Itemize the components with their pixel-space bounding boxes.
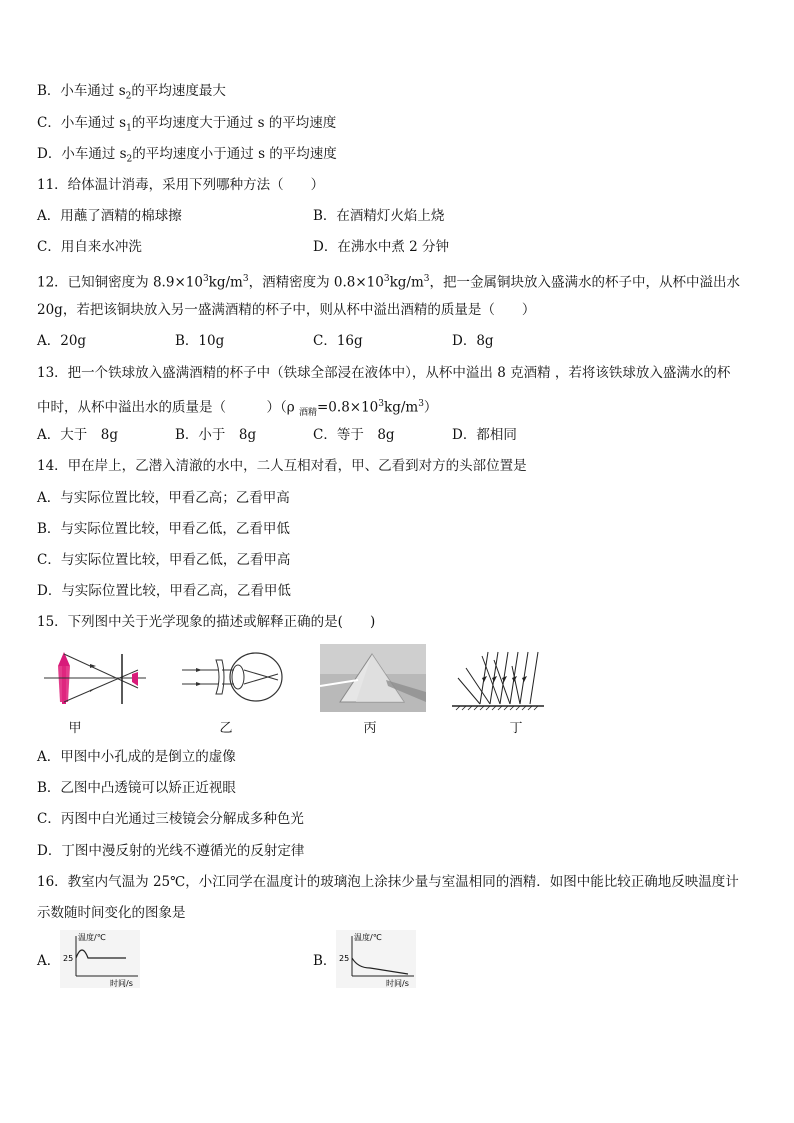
graph-a-ylabel: 温度/℃ (78, 933, 106, 942)
q15-option-d: D．丁图中漫反射的光线不遵循光的反射定律 (37, 843, 305, 859)
q14-stem: 14．甲在岸上，乙潜入清澈的水中，二人互相对看，甲、乙看到对方的头部位置是 (37, 458, 527, 474)
q12-stem-line1: 12．已知铜密度为 $8.9\times 10^3kg/m^3$，酒精密度为 $0.8\times 10^3kg/m^3$，把一金属铜块放入盛满水的杯子中，从杯中溢出水 (37, 274, 740, 291)
q16-stem-line1: 16．教室内气温为 25℃，小江同学在温度计的玻璃泡上涂抹少量与室温相同的酒精．如图中能比较正确地反映温度计 (37, 874, 739, 890)
q15-option-b: B．乙图中凸透镜可以矫正近视眼 (37, 780, 236, 796)
graph-a-tick: 25 (63, 954, 74, 963)
graph-b-ylabel: 温度/℃ (354, 933, 382, 942)
caption-ding: 丁 (509, 721, 523, 736)
pinhole-figure (40, 644, 150, 712)
q15-option-c: C．丙图中白光通过三棱镜会分解成多种色光 (37, 811, 304, 827)
graph-b-xlabel: 时间/s (386, 979, 409, 988)
q10-option-d: D．小车通过 $s_2$的平均速度小于通过 s 的平均速度 (37, 146, 337, 165)
q15-stem: 15．下列图中关于光学现象的描述或解释正确的是( ) (37, 614, 376, 630)
q13-option-b: B．小于 8g (175, 427, 257, 443)
caption-jia: 甲 (68, 721, 82, 736)
q14-option-a: A．与实际位置比较，甲看乙高；乙看甲高 (37, 490, 290, 506)
q14-option-b: B．与实际位置比较，甲看乙低，乙看甲低 (37, 521, 290, 537)
q12-option-b: B．10g (175, 333, 225, 349)
q11-option-a: A．用蘸了酒精的棉球擦 (37, 208, 182, 224)
q11-option-d: D．在沸水中煮 2 分钟 (313, 239, 449, 255)
q16-graph-b (336, 930, 416, 988)
q16-graph-a (60, 930, 140, 988)
q10-option-c: C．小车通过 $s_1$的平均速度大于通过 s 的平均速度 (37, 115, 337, 134)
q13-stem-line1: 13．把一个铁球放入盛满酒精的杯子中（铁球全部浸在液体中），从杯中溢出 8 克酒精 ，若将该铁球放入盛满水的杯 (37, 365, 731, 381)
q14-option-c: C．与实际位置比较，甲看乙低，乙看甲高 (37, 552, 291, 568)
caption-bing: 丙 (363, 721, 377, 736)
q12-option-a: A．20g (37, 333, 87, 349)
q11-option-c: C．用自来水冲洗 (37, 239, 142, 255)
lens (216, 660, 224, 694)
q13-option-d: D．都相同 (452, 427, 517, 443)
graph-a-xlabel: 时间/s (110, 979, 133, 988)
q10-option-b: B．小车通过 $s_2$的平均速度最大 (37, 83, 226, 102)
q12-option-d: D．8g (452, 333, 494, 349)
q15-option-a: A．甲图中小孔成的是倒立的虚像 (37, 749, 236, 765)
q12-stem-line2: 20g，若把该铜块放入另一盛满酒精的杯子中，则从杯中溢出酒精的质量是（ ） (37, 302, 536, 318)
prism-figure (320, 644, 426, 712)
q13-stem-line2: 中时，从杯中溢出水的质量是（ ）（ρ $_{酒精}=0.8\times 10^3kg/m^3$） (37, 399, 438, 419)
q16-stem-line2: 示数随时间变化的图象是 (37, 905, 186, 921)
q14-option-d: D．与实际位置比较，甲看乙高，乙看甲低 (37, 583, 291, 599)
q13-option-c: C．等于 8g (313, 427, 395, 443)
q16-option-b-label: B． (313, 953, 337, 969)
eyeball (230, 653, 282, 701)
eye-lens-figure (178, 648, 290, 708)
q16-option-a-label: A． (37, 953, 61, 969)
graph-b-tick: 25 (339, 954, 350, 963)
q13-option-a: A．大于 8g (37, 427, 118, 443)
image-arrow (132, 672, 138, 686)
q12-option-c: C．16g (313, 333, 363, 349)
q11-stem: 11．给体温计消毒，采用下列哪种方法（ ） (37, 177, 325, 193)
diffuse-reflection-figure (452, 648, 544, 712)
q11-option-b: B．在酒精灯火焰上烧 (313, 208, 445, 224)
caption-yi: 乙 (219, 721, 233, 736)
